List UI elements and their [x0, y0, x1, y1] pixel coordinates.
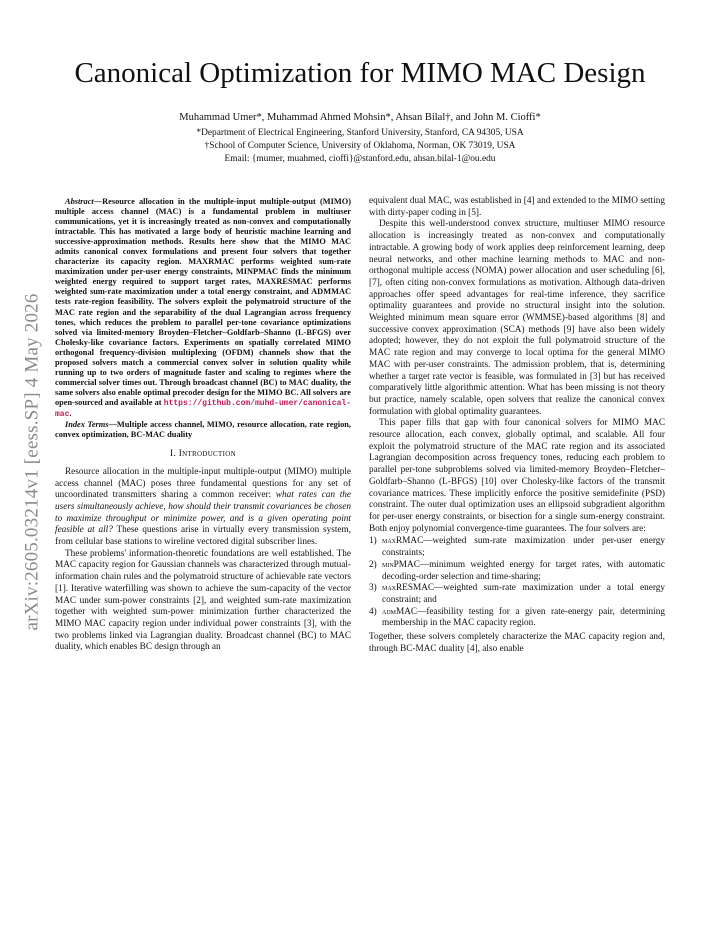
intro-paragraph-3: equivalent dual MAC, was established in [4] and extended to the MIMO setting with dirty-paper coding in [5]. — [369, 196, 665, 218]
affiliation-oklahoma: †School of Computer Science, University of Oklahoma, Norman, OK 73019, USA — [204, 141, 516, 151]
intro-questions: what rates can the users simultaneously achieve, how should their transmit covariances be chosen to maximize throughput or minimize power, and is a given operating point feasible at all? — [55, 490, 351, 536]
list-item: 2) minPMAC—minimum weighted energy for target rates, with automatic decoding-order selection and time-sharing; — [369, 559, 665, 582]
abstract-label: Abstract — [65, 197, 94, 206]
left-column — [55, 197, 351, 654]
intro-paragraph-4: Despite this well-understood convex structure, multiuser MIMO resource allocation is increasingly treated as non-convex and computationally intractable. A growing body of work applies deep reinforcement learning, deep neural networks, and other machine learning methods to MAC and non-orthogonal multiple access (NOMA) power allocation and user scheduling [6], [7], often citing non-convex formulations as motivation. Although data-driven approaches offer speed advantages for real-time inference, they sacrifice optimality guarantees and provide no structural insight into the solution. Weighted minimum mean square error (WMMSE)-based algorithms [8] and successive convex approximation (SCA) methods [9] have also been widely adopted; however, they do not exploit the full polymatroid structure of the MAC rate region and may converge to local optima for the general MIMO MAC with per-user constraints. The admission problem, that is, determining whether a target rate vector is feasible, was formulated in [3] but has received comparatively little algorithmic attention. What has been missing is not theory but practice, namely scalable, open solvers that realize the canonical convex formulation with global optimality guarantees. — [369, 219, 665, 417]
index-terms-label: Index Terms — [65, 420, 109, 430]
solver-name: maxRESMAC — [382, 583, 435, 594]
list-item: 1) maxRMAC—weighted sum-rate maximization under per-user energy constraints; — [369, 536, 665, 559]
abstract: Abstract—Resource allocation in the multiple-input multiple-output (MIMO) multiple access channel (MAC) is a fundamental problem in multiuser communications, yet it is increasingly treated as non-convex and computationally intractable. This has motivated a large body of heuristic machine learning and successive-approximation methods. Results here show that the MIMO MAC admits canonical convex formulations and present four solvers that together characterize its capacity region. MAXRMAC performs weighted sum-rate maximization under per-user energy constraints, MINPMAC finds the minimum weighted energy required to support target rates, MAXRESMAC performs weighted sum-rate maximization under a total energy constraint, and ADMMAC tests rate-region feasibility. The solvers exploit the polymatroid structure of the MAC rate region and the separability of the dual Lagrangian across frequency tones, which reduces the problem to parallel per-tone covariance optimizations solved via limited-memory Broyden–Fletcher–Goldfarb–Shanno (L-BFGS) over Cholesky-like covariance factors. Experiments on spatially correlated MIMO orthogonal frequency-division multiplexing (OFDM) channels show that the proposed solvers match a commercial convex solver in solution quality while running up to two orders of magnitude faster and scaling to regimes where the commercial solver times out. Through broadcast channel (BC) to MAC duality, the same solvers also enable optimal precoder design for the MIMO BC. All solvers are open-sourced and available at https://github.com/muhd-umer/canonical-mac. — [55, 197, 351, 419]
intro-paragraph-5: This paper fills that gap with four canonical solvers for MIMO MAC resource allocation, each convex, globally optimal, and scalable. All four exploit the polymatroid structure of the MAC rate region and its associated Lagrangian decomposition across frequency tones, reducing each problem to parallel per-tone subproblems solved via limited-memory Broyden–Fletcher–Goldfarb–Shanno (L-BFGS) [10] over Cholesky-like factors of the transmit covariance matrices. These implicitly enforce the positive semidefinite (PSD) constraint. The outer dual optimization uses an ellipsoid subgradient algorithm for per-user energy constraints, or bisection for a single sum-energy constraint. Both enjoy polynomial convergence-time guarantees. The four solvers are: — [369, 418, 665, 534]
author-list: Muhammad Umer*, Muhammad Ahmed Mohsin*, Ahsan Bilal†, and John M. Cioffi* — [179, 112, 541, 123]
paper-title: Canonical Optimization for MIMO MAC Design — [74, 57, 646, 89]
index-terms — [55, 420, 351, 440]
list-item: 4) admMAC—feasibility testing for a given rate-energy pair, determining membership in the MAC capacity region. — [369, 606, 665, 629]
arxiv-stamp: arXiv:2605.03214v1 [eess.SP] 4 May 2026 — [22, 293, 44, 631]
intro-paragraph-6: Together, these solvers completely characterize the MAC capacity region and, through BC-MAC duality [4], also enable — [369, 632, 665, 654]
intro-paragraph-2: These problems' information-theoretic foundations are well established. The MAC capacity region for Gaussian channels was characterized through mutual-information chain rules and the polymatroid structure of achievable rate vectors [1]. Iterative waterfilling was shown to achieve the sum-capacity of the vector MAC under sum-power constraints [2], and weighted sum-rate maximization together with weighted sum-power minimization further characterized the MIMO MAC capacity region under individual power constraints [3], with the two problems linked via Lagrangian duality. Broadcast channel (BC) to MAC duality, which enables BC design through an — [55, 548, 351, 653]
abstract-body: —Resource allocation in the multiple-input multiple-output (MIMO) multiple access channel (MAC) is a fundamental problem in multiuser communications, yet it is increasingly treated as non-convex and computationally intractable. This has motivated a large body of heuristic machine learning and successive-approximation methods. Results here show that the MIMO MAC admits canonical convex formulations and present four solvers that together characterize its capacity region. MAXRMAC performs weighted sum-rate maximization under per-user energy constraints, MINPMAC finds the minimum weighted energy required to support target rates, MAXRESMAC performs weighted sum-rate maximization under a total energy constraint, and ADMMAC tests rate-region feasibility. The solvers exploit the polymatroid structure of the MAC rate region and the separability of the dual Lagrangian across frequency tones, which reduces the problem to parallel per-tone covariance optimizations solved via limited-memory Broyden–Fletcher–Goldfarb–Shanno (L-BFGS) over Cholesky-like covariance factors. Experiments on spatially correlated MIMO orthogonal frequency-division multiplexing (OFDM) channels show that the proposed solvers match a commercial convex solver in solution quality while running up to two orders of magnitude faster and scaling to regimes where the commercial solver times out. Through broadcast channel (BC) to MAC duality, the same solvers also enable optimal precoder design for the MIMO BC. All solvers are open-sourced and available at — [55, 197, 351, 407]
affiliation-stanford: *Department of Electrical Engineering, Stanford University, Stanford, CA 94305, USA — [196, 128, 524, 138]
solver-name: maxRMAC — [382, 536, 424, 547]
right-column — [369, 196, 665, 655]
list-item: 3) maxRESMAC—weighted sum-rate maximization under a total energy constraint; and — [369, 583, 665, 605]
repo-link[interactable]: https://github.com/muhd-umer/canonical-mac — [55, 398, 351, 419]
section-heading-introduction: I. Introduction — [170, 449, 236, 460]
intro-paragraph-1: Resource allocation in the multiple-input multiple-output (MIMO) multiple access channel (MAC) poses three fundamental questions for any set of uncoordinated transmitters sharing a common receiver: what rates can the users simultaneously achieve, how should their transmit covariances be chosen to maximize throughput or minimize power, and is a given operating point feasible at all? These questions arise in virtually every transmission system, from cellular base stations to wireline vectored digital subscriber lines. — [55, 466, 351, 548]
solver-list — [369, 536, 665, 630]
solver-name: admMAC — [382, 606, 418, 617]
affiliation-email: Email: {mumer, muahmed, cioffi}@stanford.edu, ahsan.bilal-1@ou.edu — [224, 154, 496, 164]
index-terms-body: —Multiple access channel, MIMO, resource allocation, rate region, convex optimization, BC-MAC duality — [55, 420, 351, 440]
solver-name: minPMAC — [382, 559, 420, 570]
